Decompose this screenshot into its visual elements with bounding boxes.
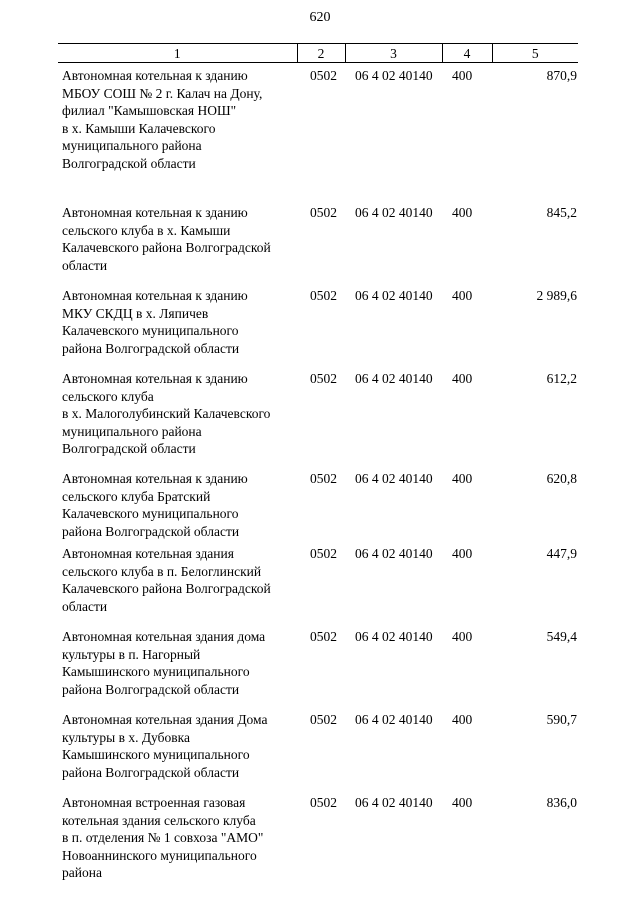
- description-line: района: [62, 865, 102, 880]
- description-line: Автономная котельная к зданию: [62, 288, 248, 303]
- row-amount: 549,4: [546, 629, 577, 644]
- description-line: Автономная котельная здания: [62, 546, 234, 561]
- row-amount: 447,9: [546, 546, 577, 561]
- row-section-code: 0502: [310, 68, 337, 83]
- page-number: 620: [309, 10, 331, 25]
- row-description: [58, 287, 297, 370]
- table-row: [58, 287, 578, 370]
- row-description: [58, 545, 297, 628]
- description-line: муниципального района: [62, 423, 202, 439]
- description-line: филиал "Камышовская НОШ": [62, 103, 237, 118]
- description-line: области: [62, 257, 108, 273]
- row-target-code: 06 4 02 40140: [355, 712, 433, 727]
- table-row: [58, 63, 578, 205]
- row-amount: 836,0: [546, 795, 577, 810]
- description-line: культуры в х. Дубовка: [62, 729, 190, 745]
- description-line: Калачевского района Волгоградской: [62, 581, 271, 596]
- description-line: культуры в п. Нагорный: [62, 646, 201, 662]
- row-target-code: 06 4 02 40140: [355, 68, 433, 83]
- row-amount: 612,2: [546, 371, 577, 386]
- row-amount: 590,7: [546, 712, 577, 727]
- description-line: Калачевского района Волгоградской: [62, 240, 271, 255]
- row-description: [58, 470, 297, 545]
- header-col-4: 4: [442, 44, 492, 63]
- row-target-code: 06 4 02 40140: [355, 795, 433, 810]
- row-target-code: 06 4 02 40140: [355, 546, 433, 561]
- row-amount: 845,2: [546, 205, 577, 220]
- row-section-code: 0502: [310, 712, 337, 727]
- description-line: сельского клуба: [62, 388, 154, 404]
- row-description: [58, 63, 297, 205]
- table-row: [58, 470, 578, 545]
- description-line: района Волгоградской области: [62, 764, 240, 780]
- description-line: в п. отделения № 1 совхоза "АМО": [62, 830, 264, 845]
- row-target-code: 06 4 02 40140: [355, 205, 433, 220]
- row-expense-type: 400: [452, 288, 473, 303]
- description-line: сельского клуба в х. Камыши: [62, 222, 231, 238]
- row-expense-type: 400: [452, 546, 473, 561]
- description-line: котельная здания сельского клуба: [62, 812, 256, 828]
- description-line: муниципального района: [62, 138, 202, 153]
- description-line: Автономная котельная к зданию: [62, 68, 248, 83]
- description-line: области: [62, 598, 108, 614]
- table-row: [58, 711, 578, 794]
- table-row: [58, 794, 578, 882]
- description-line: Автономная котельная здания Дома: [62, 712, 268, 727]
- row-section-code: 0502: [310, 546, 337, 561]
- description-line: сельского клуба Братский: [62, 488, 211, 504]
- row-expense-type: 400: [452, 205, 473, 220]
- row-expense-type: 400: [452, 712, 473, 727]
- table-row: [58, 370, 578, 470]
- row-target-code: 06 4 02 40140: [355, 471, 433, 486]
- row-description: [58, 794, 297, 882]
- row-expense-type: 400: [452, 371, 473, 386]
- header-col-3: 3: [345, 44, 442, 63]
- row-description: [58, 370, 297, 470]
- row-expense-type: 400: [452, 471, 473, 486]
- description-line: района Волгоградской области: [62, 523, 240, 539]
- row-target-code: 06 4 02 40140: [355, 371, 433, 386]
- description-line: Новоаннинского муниципального: [62, 847, 257, 863]
- row-target-code: 06 4 02 40140: [355, 629, 433, 644]
- budget-table: [58, 43, 578, 882]
- description-line: МБОУ СОШ № 2 г. Калач на Дону,: [62, 85, 263, 101]
- row-amount: 870,9: [546, 68, 577, 83]
- row-description: [58, 711, 297, 794]
- row-expense-type: 400: [452, 629, 473, 644]
- row-amount: 2 989,6: [536, 288, 577, 303]
- description-line: Автономная котельная к зданию: [62, 471, 248, 486]
- row-target-code: 06 4 02 40140: [355, 288, 433, 303]
- row-section-code: 0502: [310, 371, 337, 386]
- row-section-code: 0502: [310, 205, 337, 220]
- description-line: Волгоградской области: [62, 441, 196, 456]
- description-line: Автономная котельная здания дома: [62, 629, 266, 644]
- description-line: Камышинского муниципального: [62, 664, 250, 679]
- row-amount: 620,8: [546, 471, 577, 486]
- description-line: района Волгоградской области: [62, 340, 240, 356]
- row-section-code: 0502: [310, 471, 337, 486]
- row-description: [58, 628, 297, 711]
- table-row: [58, 545, 578, 628]
- table-body: [58, 63, 578, 882]
- description-line: Волгоградской области: [62, 155, 196, 171]
- row-expense-type: 400: [452, 68, 473, 83]
- table-row: [58, 628, 578, 711]
- header-col-2: 2: [297, 44, 345, 63]
- description-line: Камышинского муниципального: [62, 747, 250, 762]
- row-section-code: 0502: [310, 795, 337, 810]
- row-description: [58, 204, 297, 287]
- description-line: в х. Малоголубинский Калачевского: [62, 406, 271, 421]
- description-line: в х. Камыши Калачевского: [62, 120, 216, 136]
- description-line: Калачевского муниципального: [62, 323, 239, 338]
- header-col-5: 5: [492, 44, 578, 63]
- description-line: Автономная котельная к зданию: [62, 371, 248, 386]
- header-row: [58, 44, 578, 63]
- row-section-code: 0502: [310, 288, 337, 303]
- description-line: МКУ СКДЦ в х. Ляпичев: [62, 305, 209, 321]
- row-section-code: 0502: [310, 629, 337, 644]
- description-line: Автономная встроенная газовая: [62, 795, 246, 810]
- description-line: Автономная котельная к зданию: [62, 205, 248, 220]
- table-row: [58, 204, 578, 287]
- description-line: района Волгоградской области: [62, 681, 240, 697]
- description-line: сельского клуба в п. Белоглинский: [62, 563, 262, 579]
- row-expense-type: 400: [452, 795, 473, 810]
- header-col-1: 1: [58, 44, 297, 63]
- description-line: Калачевского муниципального: [62, 506, 239, 521]
